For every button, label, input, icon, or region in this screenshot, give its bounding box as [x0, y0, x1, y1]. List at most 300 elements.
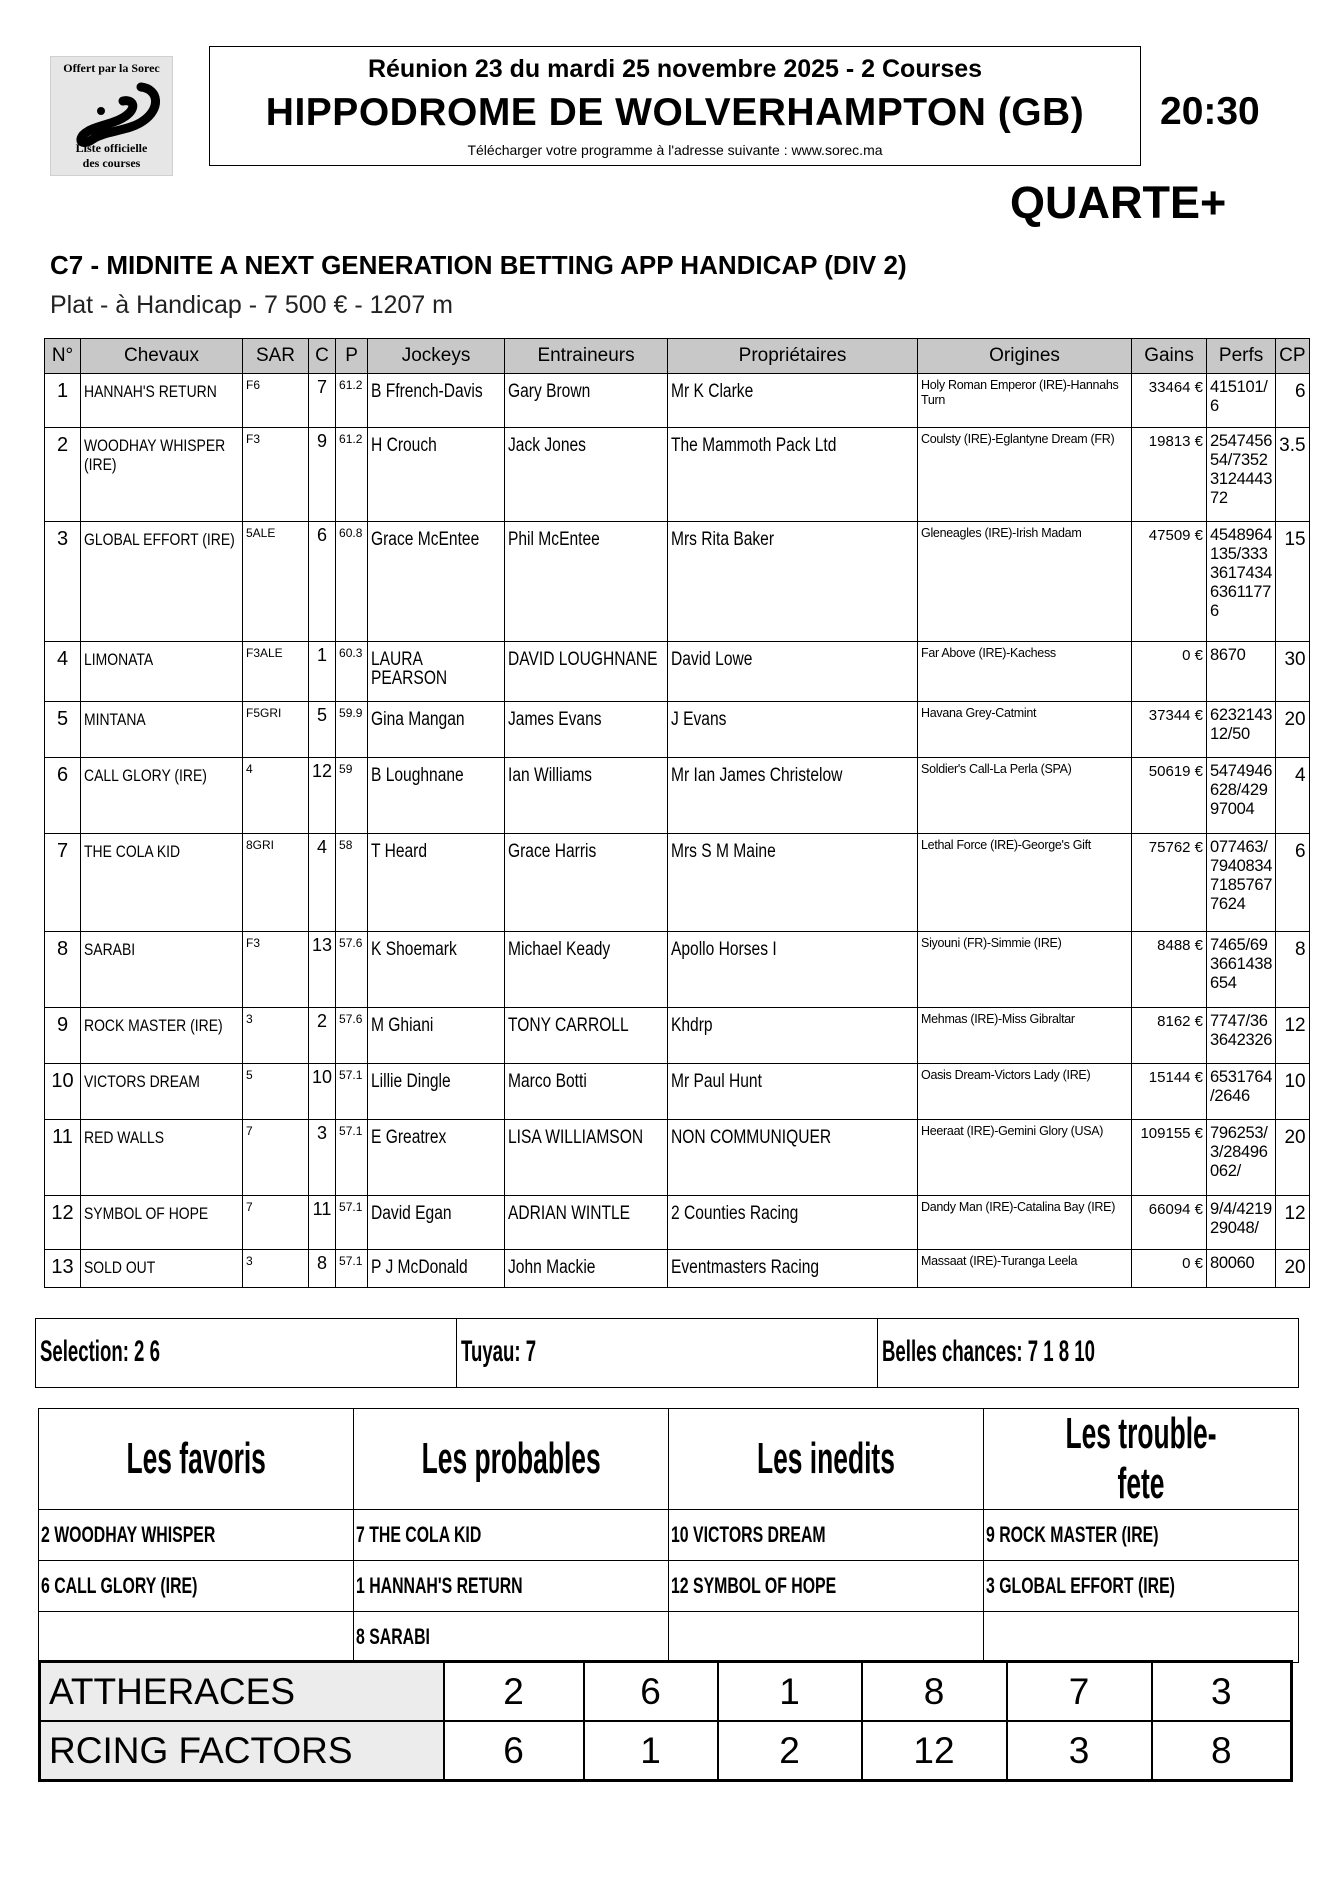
jockey-text: E Greatrex — [371, 1127, 447, 1148]
trainer — [505, 932, 668, 1008]
sar: 7 — [243, 1196, 309, 1250]
logo-bottom-line1: Liste officielle — [75, 141, 148, 155]
runner-row — [45, 834, 1310, 932]
owner-text: Mr K Clarke — [671, 381, 754, 402]
sar: 3 — [243, 1250, 309, 1288]
trainer-text: Michael Keady — [508, 939, 611, 960]
draw: 11 — [309, 1196, 336, 1250]
performances: 8670 — [1207, 642, 1276, 702]
origins: Coulsty (IRE)-Eglantyne Dream (FR) — [918, 428, 1132, 522]
runner-row — [45, 932, 1310, 1008]
weight: 57.1 — [336, 1196, 368, 1250]
runner-row — [45, 522, 1310, 642]
column-header: Entraineurs — [505, 339, 668, 374]
bet-type: QUARTE+ — [1010, 177, 1227, 228]
trainer — [505, 522, 668, 642]
category-entry: 1 HANNAH'S RETURN — [356, 1573, 523, 1598]
odds: 30 — [1276, 642, 1309, 702]
horse-name-text: SARABI — [84, 940, 136, 959]
performances: 80060 — [1207, 1250, 1276, 1288]
category-header-text: Les favoris — [126, 1434, 266, 1483]
draw: 10 — [309, 1064, 336, 1120]
owner — [668, 1064, 918, 1120]
origins: Oasis Dream-Victors Lady (IRE) — [918, 1064, 1132, 1120]
origins: Holy Roman Emperor (IRE)-Hannahs Turn — [918, 374, 1132, 428]
horse-name — [81, 1120, 243, 1196]
earnings: 109155 € — [1132, 1120, 1207, 1196]
odds: 8 — [1276, 932, 1309, 1008]
jockey — [368, 374, 505, 428]
category-entry: 9 ROCK MASTER (IRE) — [986, 1522, 1159, 1547]
category-entry: 3 GLOBAL EFFORT (IRE) — [986, 1573, 1175, 1598]
category-cell — [669, 1561, 984, 1612]
column-header: Chevaux — [81, 339, 243, 374]
pronostic-pick: 8 — [862, 1662, 1007, 1722]
column-header: Gains — [1132, 339, 1207, 374]
draw: 9 — [309, 428, 336, 522]
owner-text: David Lowe — [671, 649, 753, 670]
owner-text: NON COMMUNIQUER — [671, 1127, 832, 1148]
column-header: Propriétaires — [668, 339, 918, 374]
jockey — [368, 932, 505, 1008]
pronostic-row — [40, 1662, 1292, 1722]
horse-name — [81, 1250, 243, 1288]
category-header — [669, 1409, 984, 1510]
sar: 7 — [243, 1120, 309, 1196]
category-row — [39, 1612, 1299, 1663]
horse-name-text: WOODHAY WHISPER (IRE) — [84, 436, 226, 474]
jockey-text: H Crouch — [371, 435, 437, 456]
origins: Lethal Force (IRE)-George's Gift — [918, 834, 1132, 932]
earnings: 33464 € — [1132, 374, 1207, 428]
earnings: 8162 € — [1132, 1008, 1207, 1064]
horse-name — [81, 758, 243, 834]
origins: Gleneagles (IRE)-Irish Madam — [918, 522, 1132, 642]
owner — [668, 428, 918, 522]
category-cell — [984, 1612, 1299, 1663]
performances: 2547456 54/7352 3124443 72 — [1207, 428, 1276, 522]
earnings: 75762 € — [1132, 834, 1207, 932]
pronostic-pick: 7 — [1007, 1662, 1152, 1722]
runner-row — [45, 642, 1310, 702]
weight: 61.2 — [336, 428, 368, 522]
trainer-text: Phil McEntee — [508, 529, 600, 550]
horse-name — [81, 522, 243, 642]
pronostic-source: RCING FACTORS — [40, 1721, 444, 1781]
horse-name — [81, 428, 243, 522]
category-entry: 8 SARABI — [356, 1624, 430, 1649]
draw: 12 — [309, 758, 336, 834]
runner-number: 7 — [45, 834, 81, 932]
owner — [668, 1196, 918, 1250]
odds: 4 — [1276, 758, 1309, 834]
owner-text: J Evans — [671, 709, 727, 730]
trainer-text: John Mackie — [508, 1257, 596, 1278]
owner — [668, 758, 918, 834]
pronostic-pick: 8 — [1152, 1721, 1292, 1781]
category-cell — [984, 1561, 1299, 1612]
origins: Mehmas (IRE)-Miss Gibraltar — [918, 1008, 1132, 1064]
pronostic-pick: 2 — [718, 1721, 862, 1781]
belles-chances-text: Belles chances: 7 1 8 10 — [882, 1335, 1096, 1368]
earnings: 0 € — [1132, 1250, 1207, 1288]
trainer — [505, 1008, 668, 1064]
pronostic-pick: 3 — [1152, 1662, 1292, 1722]
sar: F3 — [243, 428, 309, 522]
horse-name — [81, 1064, 243, 1120]
runner-row — [45, 1120, 1310, 1196]
performances: 7465/69 3661438 654 — [1207, 932, 1276, 1008]
selection-box — [35, 1318, 1299, 1388]
owner — [668, 374, 918, 428]
earnings: 8488 € — [1132, 932, 1207, 1008]
owner-text: Apollo Horses I — [671, 939, 777, 960]
category-cell — [39, 1510, 354, 1561]
selection-text: Selection: 2 6 — [40, 1335, 160, 1368]
category-header-text: Les inedits — [757, 1434, 895, 1483]
jockey-text: Lillie Dingle — [371, 1071, 451, 1092]
category-header-text: Les trouble-fete — [1065, 1409, 1217, 1508]
weight: 57.1 — [336, 1120, 368, 1196]
horse-name-text: SOLD OUT — [84, 1258, 156, 1277]
trainer — [505, 428, 668, 522]
odds: 20 — [1276, 1250, 1309, 1288]
column-header: Jockeys — [368, 339, 505, 374]
trainer — [505, 834, 668, 932]
owner — [668, 1008, 918, 1064]
runner-row — [45, 1008, 1310, 1064]
trainer-text: DAVID LOUGHNANE — [508, 649, 658, 670]
column-header: Perfs — [1207, 339, 1276, 374]
owner-text: The Mammoth Pack Ltd — [671, 435, 837, 456]
earnings: 0 € — [1132, 642, 1207, 702]
runner-row — [45, 1196, 1310, 1250]
performances: 077463/ 7940834 7185767 7624 — [1207, 834, 1276, 932]
odds: 20 — [1276, 702, 1309, 758]
performances: 6232143 12/50 — [1207, 702, 1276, 758]
jockey — [368, 834, 505, 932]
sar: 3 — [243, 1008, 309, 1064]
owner-text: 2 Counties Racing — [671, 1203, 799, 1224]
performances: 415101/ 6 — [1207, 374, 1276, 428]
runners-header-row — [45, 339, 1310, 374]
owner-text: Mrs S M Maine — [671, 841, 776, 862]
horse-name — [81, 702, 243, 758]
sar: F5GRI — [243, 702, 309, 758]
pronostic-pick: 3 — [1007, 1721, 1152, 1781]
category-header — [984, 1409, 1299, 1510]
draw: 4 — [309, 834, 336, 932]
origins: Far Above (IRE)-Kachess — [918, 642, 1132, 702]
horse-name — [81, 1196, 243, 1250]
runner-number: 3 — [45, 522, 81, 642]
column-header: CP — [1276, 339, 1309, 374]
horse-name-text: ROCK MASTER (IRE) — [84, 1016, 223, 1035]
runner-number: 9 — [45, 1008, 81, 1064]
category-entry: 6 CALL GLORY (IRE) — [41, 1573, 198, 1598]
runner-row — [45, 374, 1310, 428]
trainer-text: James Evans — [508, 709, 602, 730]
pronostic-row — [40, 1721, 1292, 1781]
category-row — [39, 1561, 1299, 1612]
jockey — [368, 702, 505, 758]
column-header: N° — [45, 339, 81, 374]
horse-name — [81, 374, 243, 428]
performances: 5474946 628/429 97004 — [1207, 758, 1276, 834]
sar: 4 — [243, 758, 309, 834]
tuyau-text: Tuyau: 7 — [461, 1335, 537, 1368]
column-header: C — [309, 339, 336, 374]
jockey — [368, 1008, 505, 1064]
logo-bottom-text — [51, 141, 172, 171]
horse-name-text: RED WALLS — [84, 1128, 165, 1147]
trainer — [505, 758, 668, 834]
jockey — [368, 522, 505, 642]
weight: 57.1 — [336, 1064, 368, 1120]
horse-name-text: THE COLA KID — [84, 842, 181, 861]
odds: 10 — [1276, 1064, 1309, 1120]
odds: 20 — [1276, 1120, 1309, 1196]
trainer-text: Jack Jones — [508, 435, 586, 456]
category-row — [39, 1510, 1299, 1561]
origins: Dandy Man (IRE)-Catalina Bay (IRE) — [918, 1196, 1132, 1250]
weight: 57.6 — [336, 932, 368, 1008]
trainer-text: Gary Brown — [508, 381, 591, 402]
performances: 796253/ 3/28496 062/ — [1207, 1120, 1276, 1196]
draw: 1 — [309, 642, 336, 702]
horse-name-text: SYMBOL OF HOPE — [84, 1204, 209, 1223]
runner-number: 6 — [45, 758, 81, 834]
category-entry: 7 THE COLA KID — [356, 1522, 482, 1547]
category-cell — [984, 1510, 1299, 1561]
pronostic-pick: 6 — [444, 1721, 584, 1781]
runner-number: 10 — [45, 1064, 81, 1120]
weight: 57.1 — [336, 1250, 368, 1288]
owner-text: Mrs Rita Baker — [671, 529, 775, 550]
category-cell — [354, 1510, 669, 1561]
horse-name — [81, 642, 243, 702]
horse-name-text: GLOBAL EFFORT (IRE) — [84, 530, 235, 549]
category-cell — [669, 1510, 984, 1561]
performances: 4548964 135/333 3617434 6361177 6 — [1207, 522, 1276, 642]
owner — [668, 702, 918, 758]
owner-text: Khdrp — [671, 1015, 713, 1036]
horse-name — [81, 932, 243, 1008]
venue-title: HIPPODROME DE WOLVERHAMPTON (GB) — [265, 91, 1085, 134]
runner-row — [45, 428, 1310, 522]
jockey-text: B Loughnane — [371, 765, 464, 786]
origins: Havana Grey-Catmint — [918, 702, 1132, 758]
earnings: 66094 € — [1132, 1196, 1207, 1250]
pronostic-pick: 1 — [584, 1721, 718, 1781]
trainer — [505, 1196, 668, 1250]
horse-name-text: MINTANA — [84, 710, 146, 729]
origins: Siyouni (FR)-Simmie (IRE) — [918, 932, 1132, 1008]
category-cell — [354, 1612, 669, 1663]
jockey-text: LAURA PEARSON — [371, 649, 448, 689]
pronostics-table — [38, 1660, 1293, 1782]
column-header: Origines — [918, 339, 1132, 374]
runner-number: 8 — [45, 932, 81, 1008]
earnings: 15144 € — [1132, 1064, 1207, 1120]
owner — [668, 1120, 918, 1196]
sar: 8GRI — [243, 834, 309, 932]
odds: 12 — [1276, 1196, 1309, 1250]
jockey — [368, 1120, 505, 1196]
performances: 9/4/4219 29048/ — [1207, 1196, 1276, 1250]
trainer — [505, 1120, 668, 1196]
jockey-text: David Egan — [371, 1203, 452, 1224]
jockey — [368, 1196, 505, 1250]
trainer — [505, 374, 668, 428]
owner-text: Eventmasters Racing — [671, 1257, 820, 1278]
trainer-text: Marco Botti — [508, 1071, 587, 1092]
jockey-text: Gina Mangan — [371, 709, 465, 730]
runner-number: 5 — [45, 702, 81, 758]
horse-name-text: LIMONATA — [84, 650, 154, 669]
weight: 59.9 — [336, 702, 368, 758]
column-header: SAR — [243, 339, 309, 374]
owner — [668, 932, 918, 1008]
race-time: 20:30 — [1160, 90, 1260, 133]
runner-number: 1 — [45, 374, 81, 428]
jockey — [368, 428, 505, 522]
runner-number: 11 — [45, 1120, 81, 1196]
jockey-text: K Shoemark — [371, 939, 457, 960]
jockey-text: Grace McEntee — [371, 529, 480, 550]
category-entry: 10 VICTORS DREAM — [671, 1522, 826, 1547]
draw: 5 — [309, 702, 336, 758]
owner — [668, 522, 918, 642]
sar: 5ALE — [243, 522, 309, 642]
draw: 8 — [309, 1250, 336, 1288]
sar: F6 — [243, 374, 309, 428]
category-entry: 12 SYMBOL OF HOPE — [671, 1573, 837, 1598]
weight: 57.6 — [336, 1008, 368, 1064]
odds: 3.5 — [1276, 428, 1309, 522]
tuyau-cell — [457, 1319, 878, 1387]
category-cell — [354, 1561, 669, 1612]
owner — [668, 642, 918, 702]
jockey — [368, 642, 505, 702]
logo-bottom-line2: des courses — [82, 156, 141, 170]
sar: 5 — [243, 1064, 309, 1120]
category-cell — [669, 1612, 984, 1663]
logo-top-text: Offert par la Sorec — [63, 61, 160, 75]
runner-row — [45, 702, 1310, 758]
earnings: 50619 € — [1132, 758, 1207, 834]
runner-row — [45, 758, 1310, 834]
owner — [668, 1250, 918, 1288]
jockey-text: B Ffrench-Davis — [371, 381, 483, 402]
categories-table — [38, 1408, 1299, 1663]
trainer — [505, 1250, 668, 1288]
origins: Heeraat (IRE)-Gemini Glory (USA) — [918, 1120, 1132, 1196]
trainer — [505, 702, 668, 758]
owner-text: Mr Paul Hunt — [671, 1071, 762, 1092]
odds: 12 — [1276, 1008, 1309, 1064]
belles-chances-cell — [878, 1319, 1298, 1387]
categories-header-row — [39, 1409, 1299, 1510]
sar: F3ALE — [243, 642, 309, 702]
trainer-text: ADRIAN WINTLE — [508, 1203, 631, 1224]
weight: 58 — [336, 834, 368, 932]
trainer-text: Ian Williams — [508, 765, 593, 786]
race-subtitle: Plat - à Handicap - 7 500 € - 1207 m — [50, 291, 454, 319]
jockey-text: P J McDonald — [371, 1257, 468, 1278]
draw: 13 — [309, 932, 336, 1008]
draw: 6 — [309, 522, 336, 642]
trainer — [505, 1064, 668, 1120]
runner-number: 12 — [45, 1196, 81, 1250]
category-header — [39, 1409, 354, 1510]
owner — [668, 834, 918, 932]
odds: 6 — [1276, 834, 1309, 932]
trainer-text: Grace Harris — [508, 841, 597, 862]
trainer — [505, 642, 668, 702]
horse-name — [81, 834, 243, 932]
jockey — [368, 1250, 505, 1288]
runner-row — [45, 1250, 1310, 1288]
odds: 6 — [1276, 374, 1309, 428]
horse-name — [81, 1008, 243, 1064]
trainer-text: TONY CARROLL — [508, 1015, 629, 1036]
pronostic-pick: 2 — [444, 1662, 584, 1722]
jockey — [368, 758, 505, 834]
horse-name-text: CALL GLORY (IRE) — [84, 766, 207, 785]
origins: Soldier's Call-La Perla (SPA) — [918, 758, 1132, 834]
runner-number: 4 — [45, 642, 81, 702]
category-header-text: Les probables — [421, 1434, 601, 1483]
weight: 60.8 — [336, 522, 368, 642]
odds: 15 — [1276, 522, 1309, 642]
horse-name-text: VICTORS DREAM — [84, 1072, 200, 1091]
runners-table — [44, 338, 1310, 1288]
sar: F3 — [243, 932, 309, 1008]
meeting-info: Réunion 23 du mardi 25 novembre 2025 - 2 Courses — [367, 55, 983, 83]
race-title: C7 - MIDNITE A NEXT GENERATION BETTING APP HANDICAP (DIV 2) — [50, 250, 907, 280]
pronostic-pick: 12 — [862, 1721, 1007, 1781]
performances: 7747/36 3642326 — [1207, 1008, 1276, 1064]
jockey — [368, 1064, 505, 1120]
category-cell — [39, 1612, 354, 1663]
earnings: 47509 € — [1132, 522, 1207, 642]
performances: 6531764 /2646 — [1207, 1064, 1276, 1120]
draw: 7 — [309, 374, 336, 428]
draw: 2 — [309, 1008, 336, 1064]
category-entry: 2 WOODHAY WHISPER — [41, 1522, 216, 1547]
meeting-header — [209, 46, 1141, 166]
weight: 59 — [336, 758, 368, 834]
runner-number: 13 — [45, 1250, 81, 1288]
earnings: 37344 € — [1132, 702, 1207, 758]
earnings: 19813 € — [1132, 428, 1207, 522]
category-cell — [39, 1561, 354, 1612]
origins: Massaat (IRE)-Turanga Leela — [918, 1250, 1132, 1288]
trainer-text: LISA WILLIAMSON — [508, 1127, 644, 1148]
column-header: P — [336, 339, 368, 374]
draw: 3 — [309, 1120, 336, 1196]
pronostic-source: ATTHERACES — [40, 1662, 444, 1722]
selection-cell — [36, 1319, 457, 1387]
owner-text: Mr Ian James Christelow — [671, 765, 843, 786]
pronostic-pick: 6 — [584, 1662, 718, 1722]
runner-number: 2 — [45, 428, 81, 522]
weight: 60.3 — [336, 642, 368, 702]
category-header — [354, 1409, 669, 1510]
runner-row — [45, 1064, 1310, 1120]
pronostic-pick: 1 — [718, 1662, 862, 1722]
